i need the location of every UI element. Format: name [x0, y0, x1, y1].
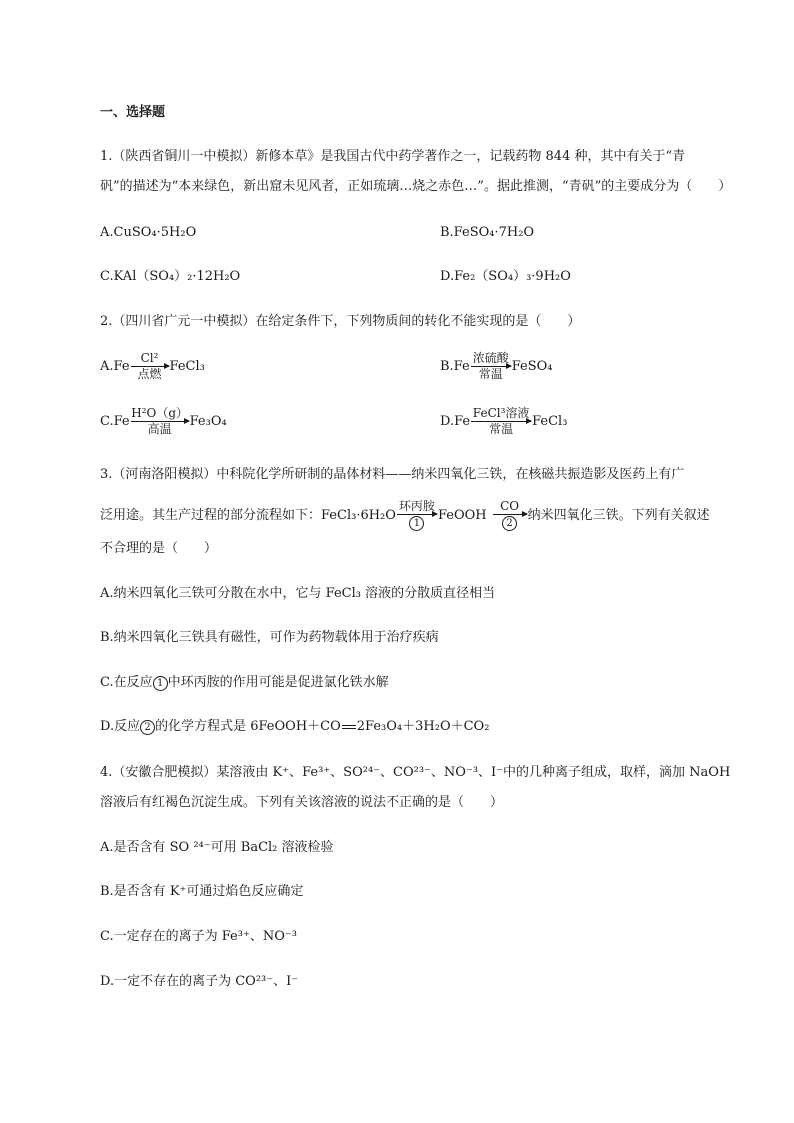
q3-stem-line3: 不合理的是（ ） — [100, 541, 218, 556]
arrow-icon — [471, 421, 531, 422]
q3-c-post: 中环丙胺的作用可能是促进氯化铁水解 — [167, 675, 389, 690]
q2-a-condition-top: Cl² — [140, 351, 159, 365]
q4-option-a: A.是否含有 SO ²⁴⁻可用 BaCl₂ 溶液检验 — [100, 840, 334, 855]
q2-b-reaction-arrow — [471, 352, 511, 381]
q1-stem-line2: 矾”的描述为“本来绿色，新出窟未见风者，正如琉璃…烧之赤色…”。据此推测，“青矾”的主要成分为（ ） — [100, 179, 732, 194]
q2-c-label: C.Fe — [100, 414, 130, 429]
q2-c-product: Fe₃O₄ — [189, 414, 227, 429]
q3-d-mid: 的化学方程式是 6FeOOH＋CO — [155, 719, 341, 734]
arrow-icon — [397, 514, 437, 515]
q1-option-b: B.FeSO₄·7H₂O — [440, 225, 535, 240]
q3-step1-arrow — [397, 500, 437, 531]
q4-stem-line1: 4.（安徽合肥模拟）某溶液由 K⁺、Fe³⁺、SO²⁴⁻、CO²³⁻、NO⁻³、I⁻中的几种离子组成，取样，滴加 NaOH — [100, 765, 731, 780]
q4-option-c: C.一定存在的离子为 Fe³⁺、NO⁻³ — [100, 929, 297, 944]
q2-b-product: FeSO₄ — [511, 359, 553, 374]
q2-c-condition-top: H²O（g） — [131, 406, 189, 420]
q2-d-product: FeCl₃ — [532, 414, 568, 429]
arrow-icon — [493, 514, 527, 515]
q2-b-label: B.Fe — [440, 359, 470, 374]
q2-b-condition-top: 浓硫酸 — [472, 351, 509, 365]
q3-d-post: 2Fe₃O₄＋3H₂O＋CO₂ — [356, 719, 490, 734]
q3-intermediate: FeOOH — [437, 508, 487, 523]
q1-option-a: A.CuSO₄·5H₂O — [100, 225, 197, 240]
q3-step1-condition: 环丙胺 — [398, 499, 435, 513]
q3-step1-number: 1 — [409, 516, 424, 531]
q2-a-reaction-arrow — [131, 352, 169, 381]
q2-c-reaction-arrow — [131, 407, 189, 436]
q2-d-condition-bottom: 常温 — [489, 422, 514, 436]
q4-stem-line2: 溶液后有红褐色沉淀生成。下列有关该溶液的说法不正确的是（ ） — [100, 795, 504, 810]
q3-step2-arrow — [493, 500, 527, 531]
q2-d-reaction-arrow — [471, 407, 531, 436]
q3-d-step-number: 2 — [140, 720, 155, 735]
q3-stem-line2 — [100, 500, 710, 531]
q2-d-label: D.Fe — [440, 414, 471, 429]
q3-line2-pre: 泛用途。其生产过程的部分流程如下：FeCl₃·6H₂O — [100, 508, 396, 523]
q1-option-d: D.Fe₂（SO₄）₃·9H₂O — [440, 269, 571, 284]
q3-stem-line1: 3.（河南洛阳模拟）中科院化学所研制的晶体材料——纳米四氧化三铁，在核磁共振造影及医药上有广 — [100, 467, 685, 482]
q3-step2-condition: CO — [500, 499, 520, 513]
section-title: 一、选择题 — [100, 105, 166, 120]
q2-option-d — [440, 407, 567, 436]
q2-c-condition-bottom: 高温 — [147, 422, 172, 436]
q4-option-b: B.是否含有 K⁺可通过焰色反应确定 — [100, 884, 304, 899]
q3-option-d — [100, 718, 489, 736]
q3-d-pre: D.反应 — [100, 719, 141, 734]
q2-option-c — [100, 407, 227, 436]
q4-option-d: D.一定不存在的离子为 CO²³⁻、I⁻ — [100, 974, 299, 989]
q3-option-a: A.纳米四氧化三铁可分散在水中，它与 FeCl₃ 溶液的分散质直径相当 — [100, 586, 496, 601]
arrow-icon — [131, 421, 189, 422]
q2-a-product: FeCl₃ — [169, 359, 205, 374]
arrow-icon — [131, 366, 169, 367]
q2-option-a — [100, 352, 205, 381]
q2-a-condition-bottom: 点燃 — [137, 367, 162, 381]
q3-c-pre: C.在反应 — [100, 675, 153, 690]
q2-stem: 2.（四川省广元一中模拟）在给定条件下，下列物质间的转化不能实现的是（ ） — [100, 314, 581, 329]
q3-option-c — [100, 674, 389, 692]
q3-step2-number: 2 — [502, 516, 517, 531]
arrow-icon — [471, 366, 511, 367]
q2-d-condition-top: FeCl³溶液 — [472, 406, 530, 420]
q2-option-b — [440, 352, 552, 381]
q1-option-c: C.KAl（SO₄）₂·12H₂O — [100, 269, 241, 284]
q2-b-condition-bottom: 常温 — [478, 367, 503, 381]
q3-c-step-number: 1 — [153, 676, 168, 691]
q3-option-b: B.纳米四氧化三铁具有磁性，可作为药物载体用于治疗疾病 — [100, 630, 439, 645]
equals-sign-icon — [342, 725, 356, 729]
q1-stem-line1: 1.（陕西省铜川一中模拟）新修本草》是我国古代中药学著作之一，记载药物 844 种，其中有关于“青 — [100, 149, 686, 164]
q3-line2-post: 纳米四氧化三铁。下列有关叙述 — [527, 508, 710, 523]
q2-a-label: A.Fe — [100, 359, 130, 374]
